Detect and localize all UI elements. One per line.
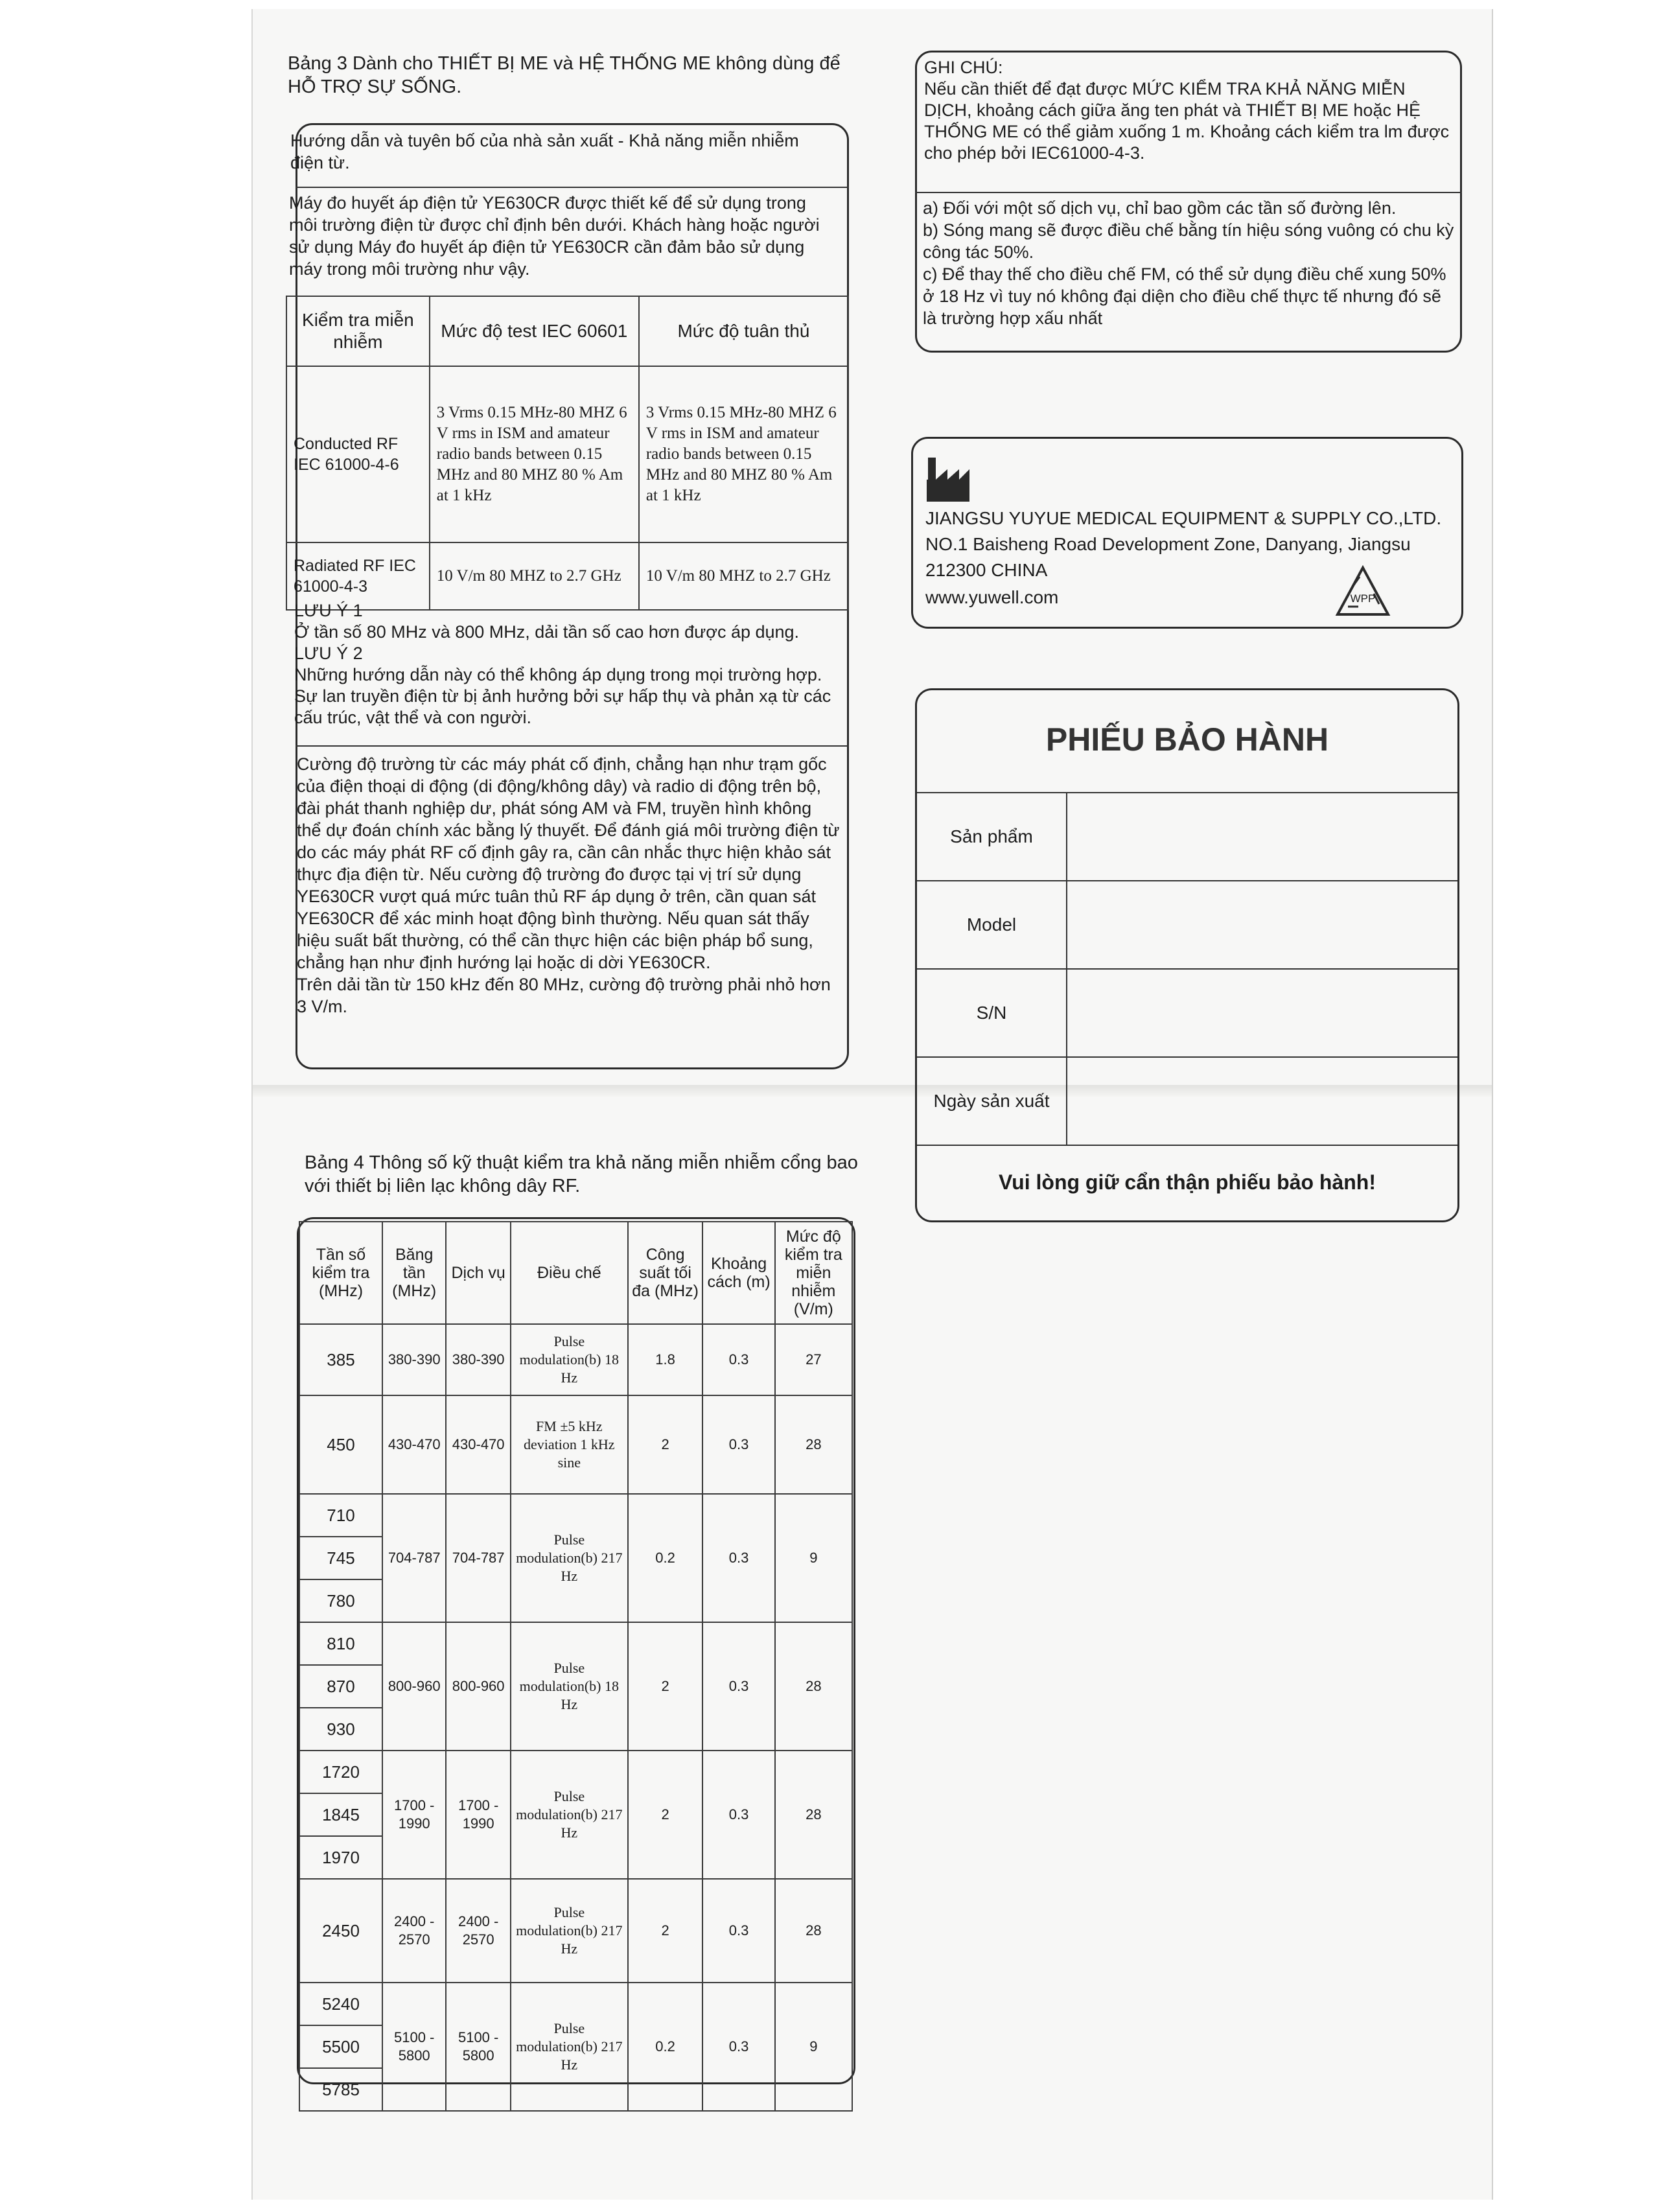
modulation-cell: Pulse modulation(b) 18 Hz	[511, 1324, 628, 1395]
warranty-title: PHIẾU BẢO HÀNH	[1045, 721, 1329, 758]
range-note: Trên dải tần từ 150 kHz đến 80 MHz, cường độ trường phải nhỏ hơn 3 V/m.	[297, 975, 831, 1016]
distance-cell: 0.3	[702, 1983, 774, 2111]
header-compliance: Mức độ tuân thủ	[639, 296, 848, 366]
band-cell: 430-470	[382, 1395, 446, 1494]
table4-grid	[299, 1221, 853, 2112]
freq-cell: 810	[299, 1622, 382, 1665]
power-cell: 0.2	[628, 1983, 703, 2111]
freq-cell: 780	[299, 1579, 382, 1622]
modulation-cell: Pulse modulation(b) 217 Hz	[511, 1751, 628, 1879]
level-cell: 9	[775, 1494, 852, 1622]
table4-title: Bảng 4 Thông số kỹ thuật kiểm tra khả năng miễn nhiễm cổng bao với thiết bị liên lạc không dây RF.	[305, 1152, 858, 1196]
row-name: Radiated RF IEC 61000-4-3	[286, 542, 430, 610]
modulation-cell: Pulse modulation(b) 217 Hz	[511, 1879, 628, 1983]
band-cell: 380-390	[382, 1324, 446, 1395]
notes-text: Nếu cần thiết để đạt được MỨC KIỂM TRA KHẢ NĂNG MIỄN DỊCH, khoảng cách giữa ăng ten phát và THIẾT BỊ ME hoặc HỆ THỐNG ME có thể giảm xuống 1 m. Khoảng cách kiểm tra lm được cho phép bởi IEC61000-4-3.	[924, 79, 1450, 163]
notes-title: GHI CHÚ:	[924, 58, 1003, 77]
freq-cell: 710	[299, 1494, 382, 1537]
manufacturer-website[interactable]: www.yuwell.com	[925, 587, 1059, 607]
divider	[296, 187, 849, 188]
freq-cell: 2450	[299, 1879, 382, 1983]
manufacturer-address-2: 212300 CHINA	[925, 560, 1048, 580]
service-cell: 704-787	[446, 1494, 511, 1622]
modulation-cell: Pulse modulation(b) 18 Hz	[511, 1622, 628, 1751]
warranty-label-serial: S/N	[917, 969, 1067, 1057]
field-strength-section	[297, 753, 840, 1018]
freq-cell: 385	[299, 1324, 382, 1395]
table3-grid	[286, 296, 849, 611]
band-cell: 800-960	[382, 1622, 446, 1751]
header-band: Băng tần (MHz)	[382, 1222, 446, 1324]
distance-cell: 0.3	[702, 1324, 774, 1395]
warranty-label-product: Sản phẩm	[917, 793, 1067, 881]
power-cell: 1.8	[628, 1324, 703, 1395]
note2-text: Những hướng dẫn này có thể không áp dụng trong mọi trường hợp. Sự lan truyền điện từ bị ảnh hưởng bởi sự hấp thụ và phản xạ từ các cấu trúc, vật thể và con người.	[294, 665, 831, 727]
power-cell: 2	[628, 1879, 703, 1983]
header-immunity-test: Kiểm tra miễn nhiễm	[286, 296, 430, 366]
table3-notes	[294, 600, 839, 728]
level-cell: 28	[775, 1751, 852, 1879]
header-test-frequency: Tần số kiểm tra (MHz)	[299, 1222, 382, 1324]
header-max-power: Công suất tối đa (MHz)	[628, 1222, 703, 1324]
note1-text: Ở tần số 80 MHz và 800 MHz, dải tần số cao hơn được áp dụng.	[294, 622, 800, 642]
level-cell: 28	[775, 1395, 852, 1494]
level-cell: 27	[775, 1324, 852, 1395]
band-cell: 5100 - 5800	[382, 1983, 446, 2111]
freq-cell: 870	[299, 1665, 382, 1708]
freq-cell: 5785	[299, 2068, 382, 2111]
header-immunity-level: Mức độ kiểm tra miễn nhiễm (V/m)	[775, 1222, 852, 1324]
warranty-field-product[interactable]	[1067, 793, 1457, 881]
row-compliance: 3 Vrms 0.15 MHz-80 MHZ 6 V rms in ISM and amateur radio bands between 0.15 MHz and 80 MHZ 80 % Am at 1 kHz	[639, 366, 848, 542]
band-cell: 2400 - 2570	[382, 1879, 446, 1983]
header-service: Dịch vụ	[446, 1222, 511, 1324]
modulation-cell: Pulse modulation(b) 217 Hz	[511, 1494, 628, 1622]
warranty-label-manufacture-date: Ngày sản xuất	[917, 1057, 1067, 1145]
band-cell: 704-787	[382, 1494, 446, 1622]
level-cell: 9	[775, 1983, 852, 2111]
header-test-level: Mức độ test IEC 60601	[430, 296, 639, 366]
warranty-table	[917, 792, 1457, 1219]
warranty-field-serial[interactable]	[1067, 969, 1457, 1057]
recycle-icon	[1334, 564, 1392, 620]
band-cell: 1700 - 1990	[382, 1751, 446, 1879]
footnote-a: a) Đối với một số dịch vụ, chỉ bao gồm các tần số đường lên.	[923, 198, 1397, 218]
freq-cell: 1720	[299, 1751, 382, 1793]
distance-cell: 0.3	[702, 1751, 774, 1879]
row-test-level: 3 Vrms 0.15 MHz-80 MHZ 6 V rms in ISM and amateur radio bands between 0.15 MHz and 80 MHZ 80 % Am at 1 kHz	[430, 366, 639, 542]
power-cell: 2	[628, 1395, 703, 1494]
table3-guidance-header: Hướng dẫn và tuyên bố của nhà sản xuất - Khả năng miễn nhiễm điện từ.	[290, 131, 799, 172]
freq-cell: 745	[299, 1537, 382, 1579]
warranty-field-model[interactable]	[1067, 881, 1457, 969]
level-cell: 28	[775, 1622, 852, 1751]
freq-cell: 5500	[299, 2025, 382, 2068]
table3-intro: Máy đo huyết áp điện tử YE630CR được thiết kế để sử dụng trong môi trường điện từ được chỉ định bên dưới. Khách hàng hoặc người sử dụng Máy đo huyết áp điện tử YE630CR cần đảm bảo sử dụng máy trong môi trường như vậy.	[289, 193, 820, 279]
modulation-cell: Pulse modulation(b) 217 Hz	[511, 1983, 628, 2111]
footnote-b: b) Sóng mang sẽ được điều chế bằng tín hiệu sóng vuông có chu kỳ công tác 50%.	[923, 220, 1454, 262]
power-cell: 0.2	[628, 1494, 703, 1622]
freq-cell: 1970	[299, 1836, 382, 1879]
notes-footnotes	[923, 197, 1458, 329]
recycle-label: WPP	[1350, 592, 1376, 605]
distance-cell: 0.3	[702, 1494, 774, 1622]
row-name: Conducted RF IEC 61000-4-6	[286, 366, 430, 542]
service-cell: 5100 - 5800	[446, 1983, 511, 2111]
warranty-label-model: Model	[917, 881, 1067, 969]
divider	[915, 192, 1462, 193]
manufacturer-address-1: NO.1 Baisheng Road Development Zone, Danyang, Jiangsu	[925, 534, 1411, 554]
service-cell: 800-960	[446, 1622, 511, 1751]
factory-icon	[925, 454, 971, 503]
modulation-cell: FM ±5 kHz deviation 1 kHz sine	[511, 1395, 628, 1494]
freq-cell: 930	[299, 1708, 382, 1751]
row-test-level: 10 V/m 80 MHZ to 2.7 GHz	[430, 542, 639, 610]
field-strength-text: Cường độ trường từ các máy phát cố định, chẳng hạn như trạm gốc của điện thoại di động (di động/không dây) và radio di động trên bộ, đài phát thanh nghiệp dư, phát sóng AM và FM, truyền hình không thể dự đoán chính xác bằng lý thuyết. Để đánh giá môi trường điện từ do các máy phát RF cố định gây ra, cần cân nhắc thực hiện khảo sát thực địa điện từ. Nếu cường độ trường đo được tại vị trí sử dụng YE630CR vượt quá mức tuân thủ RF áp dụng ở trên, cần quan sát YE630CR để xác minh hoạt động bình thường. Nếu quan sát thấy hiệu suất bất thường, có thể cần thực hiện các biện pháp bổ sung, chẳng hạn như định hướng lại hoặc di dời YE630CR.	[297, 754, 840, 972]
power-cell: 2	[628, 1751, 703, 1879]
warranty-field-manufacture-date[interactable]	[1067, 1057, 1457, 1145]
notes-main	[924, 57, 1456, 164]
service-cell: 430-470	[446, 1395, 511, 1494]
footnote-c: c) Để thay thế cho điều chế FM, có thể sử dụng điều chế xung 50% ở 18 Hz vì tuy nó không đại diện cho điều chế thực tế nhưng đó sẽ là trường hợp xấu nhất	[923, 264, 1446, 328]
distance-cell: 0.3	[702, 1395, 774, 1494]
note2-title: LƯU Ý 2	[294, 644, 363, 663]
note1-title: LƯU Ý 1	[294, 601, 363, 620]
freq-cell: 5240	[299, 1983, 382, 2025]
service-cell: 380-390	[446, 1324, 511, 1395]
service-cell: 1700 - 1990	[446, 1751, 511, 1879]
header-distance: Khoảng cách (m)	[702, 1222, 774, 1324]
service-cell: 2400 - 2570	[446, 1879, 511, 1983]
header-modulation: Điều chế	[511, 1222, 628, 1324]
distance-cell: 0.3	[702, 1879, 774, 1983]
manufacturer-name: JIANGSU YUYUE MEDICAL EQUIPMENT & SUPPLY CO.,LTD.	[925, 508, 1442, 528]
power-cell: 2	[628, 1622, 703, 1751]
warranty-footer: Vui lòng giữ cẩn thận phiếu bảo hành!	[917, 1145, 1457, 1219]
distance-cell: 0.3	[702, 1622, 774, 1751]
freq-cell: 450	[299, 1395, 382, 1494]
level-cell: 28	[775, 1879, 852, 1983]
table3-title: Bảng 3 Dành cho THIẾT BỊ ME và HỆ THỐNG ME không dùng để HỖ TRỢ SỰ SỐNG.	[288, 53, 841, 97]
row-compliance: 10 V/m 80 MHZ to 2.7 GHz	[639, 542, 848, 610]
divider	[296, 745, 849, 747]
freq-cell: 1845	[299, 1793, 382, 1836]
